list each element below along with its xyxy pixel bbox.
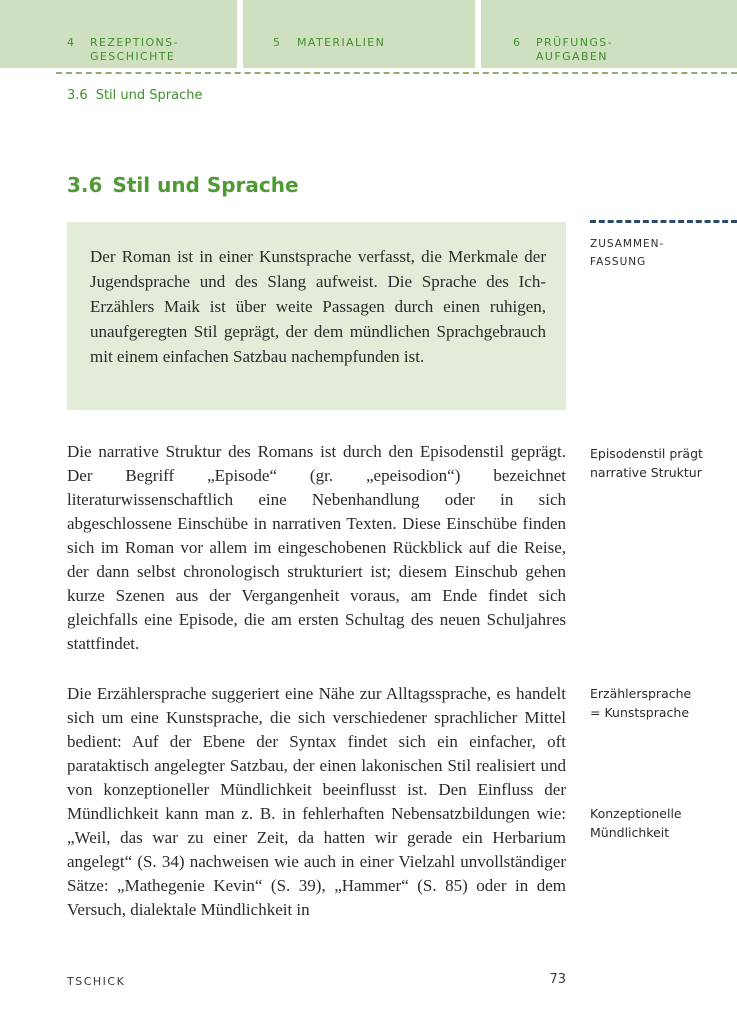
margin-note-erzaehlersprache: Erzählersprache = Kunstsprache (590, 686, 692, 720)
summary-label: ZUSAMMEN- FASSUNG (590, 238, 665, 268)
nav-divider (56, 72, 737, 74)
section-title (67, 173, 299, 197)
tab-number: 4 (67, 36, 76, 49)
chapter-nav (0, 0, 737, 70)
margin-note-episodenstil: Episodenstil prägt narrative Struktur (590, 446, 703, 480)
tab-label: MATERIALIEN (297, 36, 386, 49)
body-paragraph-1: Die narrative Struktur des Romans ist durch den Episodenstil geprägt. Der Begriff „Episode“ (gr. „epeisodion“) bezeichnet literaturwissenschaftlich eine Nebenhandlung oder in sich abgeschlossene Einschübe in narrativen Texten. Diese Einschübe finden sich im Roman vor allem im eingeschobenen Rückblick auf die Reise, der dann selbst chronologisch strukturiert ist; diesem Einschub gehen kurze Szenen aus der Vergangenheit voraus, am Ende findet sich gleichfalls eine Episode, die am ersten Schultag des neuen Schuljahres stattfindet. (67, 442, 566, 653)
tab-rezeptionsgeschichte[interactable] (0, 0, 237, 68)
tab-label: REZEPTIONS- GESCHICHTE (90, 36, 179, 63)
body-paragraph-2: Die Erzählersprache suggeriert eine Nähe zur Alltagssprache, es handelt sich um eine Kunstsprache, die sich verschiedener sprachlicher Mittel bedient: Auf der Ebene der Syntax findet sich ein einfacher, oft parataktisch angelegter Satzbau, der einen lakonischen Stil realisiert und von konzeptioneller Mündlichkeit beeinflusst ist. Den Einfluss der Mündlichkeit kann man z. B. in fehlerhaften Nebensatzbildungen wie: „Weil, das war zu einer Zeit, da hatten wir gerade ein Herbarium angelegt“ (S. 34) nachweisen wie auch in einer Vielzahl unvollständiger Sätze: „Mathegenie Kevin“ (S. 39), „Hammer“ (S. 85) oder in dem Versuch, dialektale Mündlichkeit in (67, 684, 566, 919)
summary-box (67, 222, 566, 410)
section-number: 3.6 (67, 173, 103, 197)
tab-materialien[interactable] (243, 0, 475, 68)
tab-number: 5 (273, 36, 282, 49)
breadcrumb-number: 3.6 (67, 88, 88, 103)
section-title-text: Stil und Sprache (112, 173, 299, 197)
tab-label: PRÜFUNGS- AUFGABEN (536, 36, 614, 63)
summary-divider (590, 220, 737, 223)
breadcrumb (67, 88, 202, 103)
breadcrumb-title: Stil und Sprache (95, 88, 203, 103)
footer-book-title: TSCHICK (67, 975, 126, 988)
summary-text: Der Roman ist in einer Kunstsprache verfasst, die Merkmale der Jugendsprache und des Slang aufweist. Die Sprache des Ich-Erzählers Maik ist über weite Passagen durch einen ruhigen, unaufgeregten Stil geprägt, der dem mündlichen Sprachgebrauch mit einem einfachen Satzbau nachempfunden ist. (90, 247, 546, 366)
margin-note-muendlichkeit: Konzeptionelle Mündlichkeit (590, 806, 682, 840)
tab-pruefungsaufgaben[interactable] (481, 0, 737, 68)
page-number: 73 (549, 972, 566, 987)
tab-number: 6 (513, 36, 522, 49)
